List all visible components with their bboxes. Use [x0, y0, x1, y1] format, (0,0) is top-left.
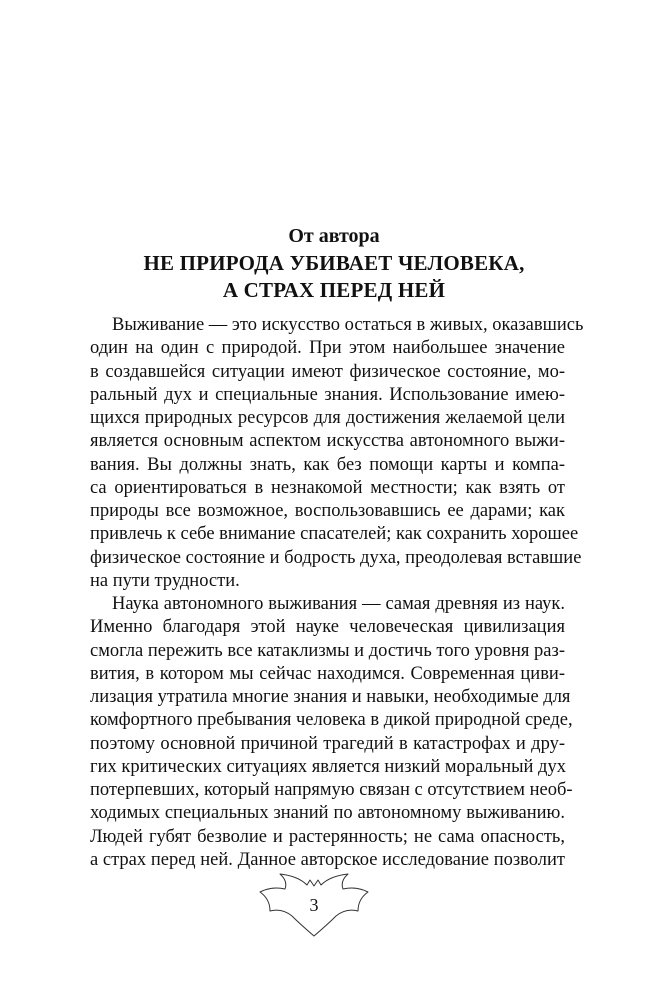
- text-line: Именно благодаря этой науке человеческая цивилизация: [90, 617, 565, 638]
- page-footer: [258, 872, 370, 942]
- text-line: комфортного пребывания человека в дикой природной среде,: [90, 710, 573, 731]
- text-line: Наука автономного выживания — самая древняя из наук.: [112, 594, 565, 614]
- text-line: смогла пережить все катаклизмы и достичь того уровня раз-: [90, 640, 565, 661]
- page-number: 3: [309, 895, 319, 915]
- text-line: привлечь к себе внимание спасателей; как сохранить хорошее: [90, 524, 579, 545]
- text-line: щихся природных ресурсов для достижения желаемой цели: [90, 408, 565, 428]
- text-line: а страх перед ней. Данное авторское исследование позволит: [90, 849, 565, 870]
- text-line: лизация утратила многие знания и навыки, необходимые для: [90, 687, 571, 707]
- text-line: ходимых специальных знаний по автономному выживанию.: [90, 803, 565, 824]
- section-label: От автора: [288, 225, 380, 247]
- text-line: природы все возможное, воспользовавшись ее дарами; как: [90, 501, 565, 521]
- text-line: физическое состояние и бодрость духа, преодолевая вставшие: [90, 547, 582, 568]
- text-line: один на один с природой. При этом наибольшее значение: [90, 338, 565, 359]
- text-line: Выживание — это искусство остаться в живых, оказавшись: [112, 315, 584, 335]
- text-line: на пути трудности.: [90, 570, 240, 591]
- text-line: вития, в котором мы сейчас находимся. Современная циви-: [90, 663, 565, 684]
- body-text: [90, 314, 584, 872]
- text-line: Людей губят безволие и растерянность; не сама опасность,: [90, 826, 565, 847]
- chapter-title-line-1: НЕ ПРИРОДА УБИВАЕТ ЧЕЛОВЕКА,: [143, 251, 525, 275]
- text-line: в создавшейся ситуации имеют физическое состояние, мо-: [90, 361, 565, 382]
- text-line: поэтому основной причиной трагедий в катастрофах и дру-: [90, 733, 565, 754]
- text-line: ральный дух и специальные знания. Использование имею-: [90, 384, 565, 405]
- chapter-title: [60, 250, 608, 304]
- text-line: гих критических ситуациях является низкий моральный дух: [90, 756, 566, 777]
- text-line: вания. Вы должны знать, как без помощи карты и компа-: [90, 454, 565, 475]
- text-line: потерпевших, который напрямую связан с отсутствием необ-: [90, 780, 573, 800]
- chapter-title-line-2: А СТРАХ ПЕРЕД НЕЙ: [222, 278, 446, 302]
- text-line: является основным аспектом искусства автономного выжи-: [90, 431, 565, 452]
- text-line: са ориентироваться в незнакомой местности; как взять от: [90, 477, 565, 498]
